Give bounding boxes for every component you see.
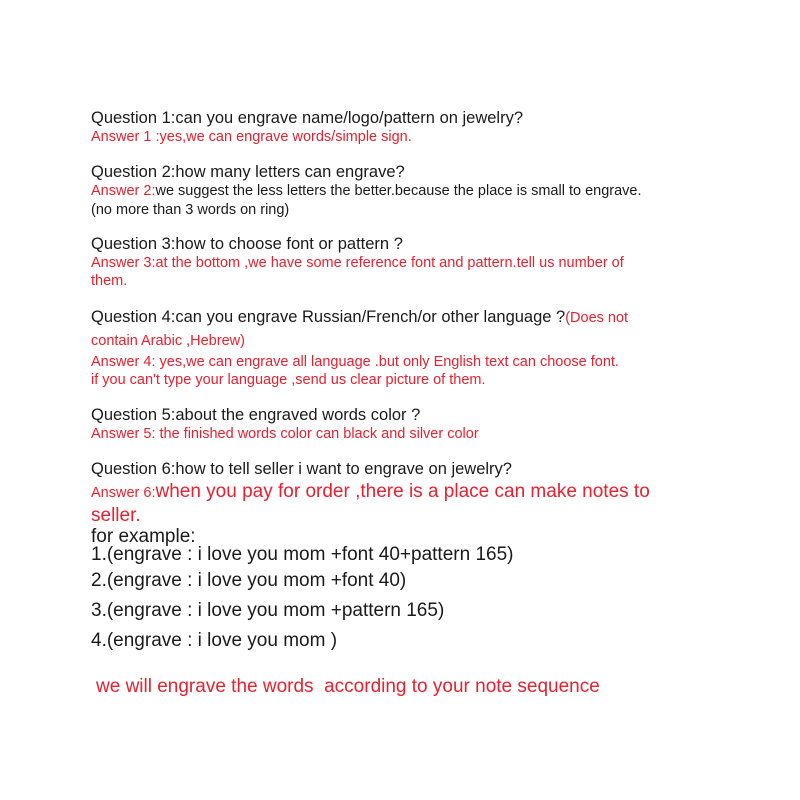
example-item-4: 4.(engrave : i love you mom ): [91, 630, 338, 651]
example-item-2: 2.(engrave : i love you mom +font 40): [91, 570, 407, 591]
answer-4-line-1: Answer 4: yes,we can engrave all language .but only English text can choose font.: [91, 354, 619, 370]
question-6: Question 6:how to tell seller i want to engrave on jewelry?: [91, 460, 512, 478]
answer-2-text: we suggest the less letters the better.because the place is small to engrave.: [155, 183, 642, 199]
question-1: Question 1:can you engrave name/logo/pattern on jewelry?: [91, 109, 524, 127]
question-3: Question 3:how to choose font or pattern ?: [91, 235, 403, 253]
answer-1: Answer 1 :yes,we can engrave words/simple sign.: [91, 129, 412, 145]
question-4-note: (Does not: [565, 310, 629, 326]
question-5: Question 5:about the engraved words color ?: [91, 406, 421, 424]
example-item-3: 3.(engrave : i love you mom +pattern 165): [91, 600, 445, 621]
question-2: Question 2:how many letters can engrave?: [91, 163, 405, 181]
answer-2-line-1: [91, 184, 642, 199]
example-item-1: 1.(engrave : i love you mom +font 40+pattern 165): [91, 544, 514, 565]
answer-5: Answer 5: the finished words color can black and silver color: [91, 426, 479, 442]
answer-3-line-2: them.: [91, 273, 128, 289]
question-4: [91, 309, 628, 326]
answer-3-line-1: Answer 3:at the bottom ,we have some reference font and pattern.tell us number of: [91, 255, 624, 271]
question-4-note-line-2: contain Arabic ,Hebrew): [91, 333, 245, 349]
question-4-text: Question 4:can you engrave Russian/French/or other language ?: [91, 308, 566, 326]
answer-6-line-2: seller.: [91, 505, 141, 526]
footer-note: we will engrave the words according to your note sequence: [96, 676, 600, 697]
answer-2-prefix: Answer 2:: [91, 183, 156, 199]
answer-2-line-2: (no more than 3 words on ring): [91, 202, 290, 218]
example-label: for example:: [91, 526, 196, 547]
answer-6-prefix: Answer 6:: [91, 485, 156, 501]
answer-6-line-1: [91, 482, 650, 501]
answer-6-text: when you pay for order ,there is a place can make notes to: [155, 481, 650, 502]
answer-4-line-2: if you can't type your language ,send us clear picture of them.: [91, 372, 486, 388]
